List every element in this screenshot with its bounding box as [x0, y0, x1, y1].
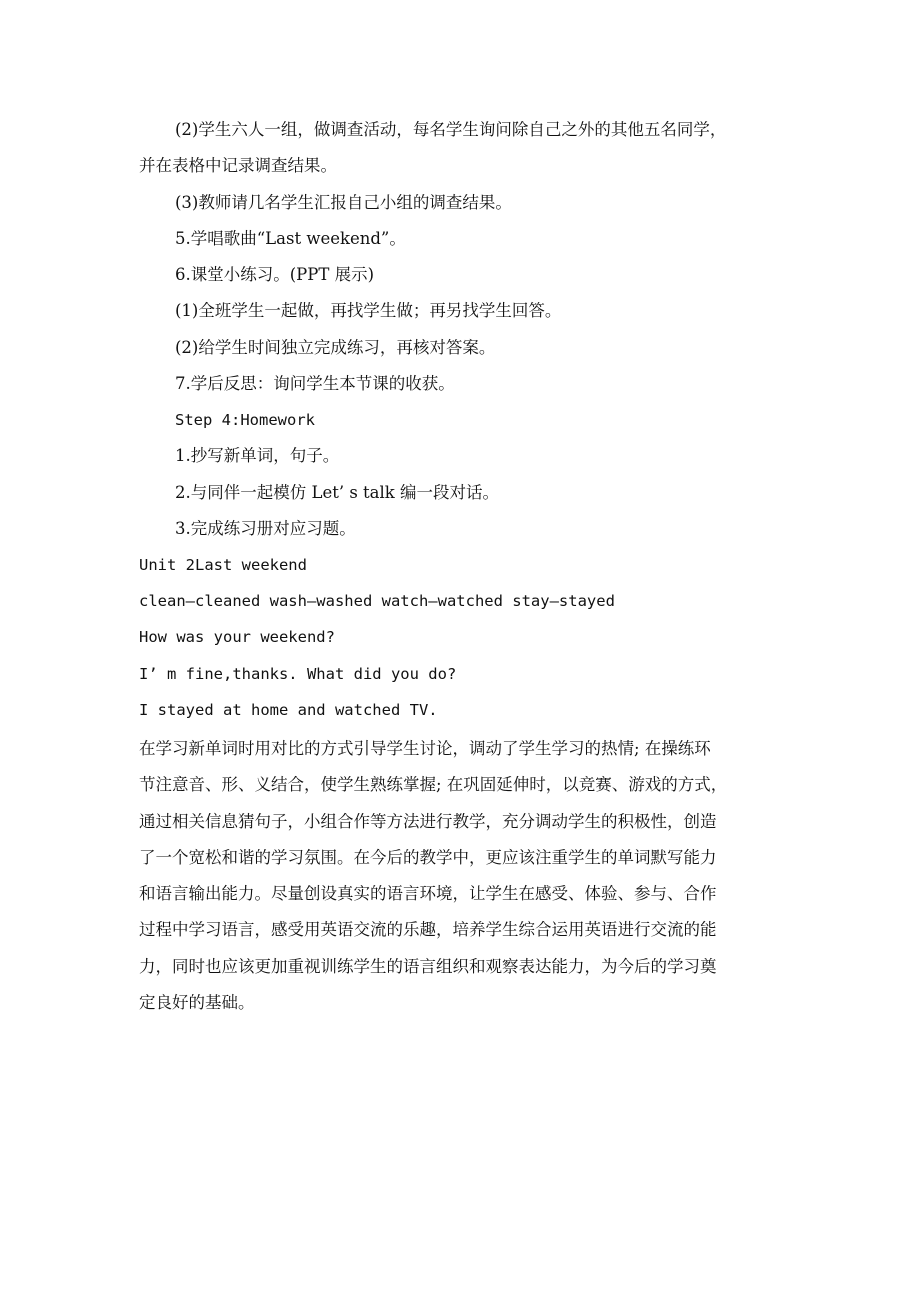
procedure-practice: 6.课堂小练习。(PPT 展示)	[175, 265, 375, 284]
homework-item-3: 3.完成练习册对应习题。	[175, 519, 356, 538]
board-words: clean—cleaned wash—washed watch—watched stay—stayed	[139, 592, 615, 610]
reflection-line: 通过相关信息猜句子，小组合作等方法进行教学，充分调动学生的积极性，创造	[139, 811, 717, 831]
procedure-step-2-survey: (2)学生六人一组，做调查活动，每名学生询问除自己之外的其他五名同学，	[175, 120, 727, 139]
reflection-line: 和语言输出能力。尽量创设真实的语言环境，让学生在感受、体验、参与、合作	[139, 884, 717, 904]
board-title: Unit 2Last weekend	[139, 556, 307, 574]
reflection-line: 过程中学习语言，感受用英语交流的乐趣，培养学生综合运用英语进行交流的能	[139, 920, 717, 940]
homework-heading: Step 4:Homework	[175, 411, 315, 429]
reflection-line: 在学习新单词时用对比的方式引导学生讨论，调动了学生学习的热情; 在操练环	[139, 739, 711, 758]
procedure-step-3-report: (3)教师请几名学生汇报自己小组的调查结果。	[175, 193, 512, 212]
procedure-practice-1: (1)全班学生一起做，再找学生做；再另找学生回答。	[175, 301, 562, 320]
procedure-practice-2: (2)给学生时间独立完成练习，再核对答案。	[175, 338, 496, 357]
reflection-line: 力，同时也应该更加重视训练学生的语言组织和观察表达能力，为今后的学习奠	[139, 956, 717, 976]
reflection-line: 节注意音、形、义结合，使学生熟练掌握; 在巩固延伸时，以竞赛、游戏的方式，	[139, 775, 728, 795]
reflection-paragraph	[139, 731, 789, 1021]
homework-item-1: 1.抄写新单词，句子。	[175, 446, 340, 465]
board-question: How was your weekend?	[139, 628, 335, 646]
procedure-song: 5.学唱歌曲“Last weekend”。	[175, 229, 406, 248]
procedure-reflection: 7.学后反思：询问学生本节课的收获。	[175, 374, 455, 393]
homework-item-2: 2.与同伴一起模仿 Let’ s talk 编一段对话。	[175, 483, 500, 502]
reflection-line: 定良好的基础。	[139, 993, 255, 1013]
board-answer-1: I’ m fine,thanks. What did you do?	[139, 665, 457, 683]
procedure-step-2-survey-cont: 并在表格中记录调查结果。	[139, 156, 337, 175]
board-answer-2: I stayed at home and watched TV.	[139, 701, 438, 719]
reflection-line: 了一个宽松和谐的学习氛围。在今后的教学中，更应该注重学生的单词默写能力	[139, 847, 717, 867]
